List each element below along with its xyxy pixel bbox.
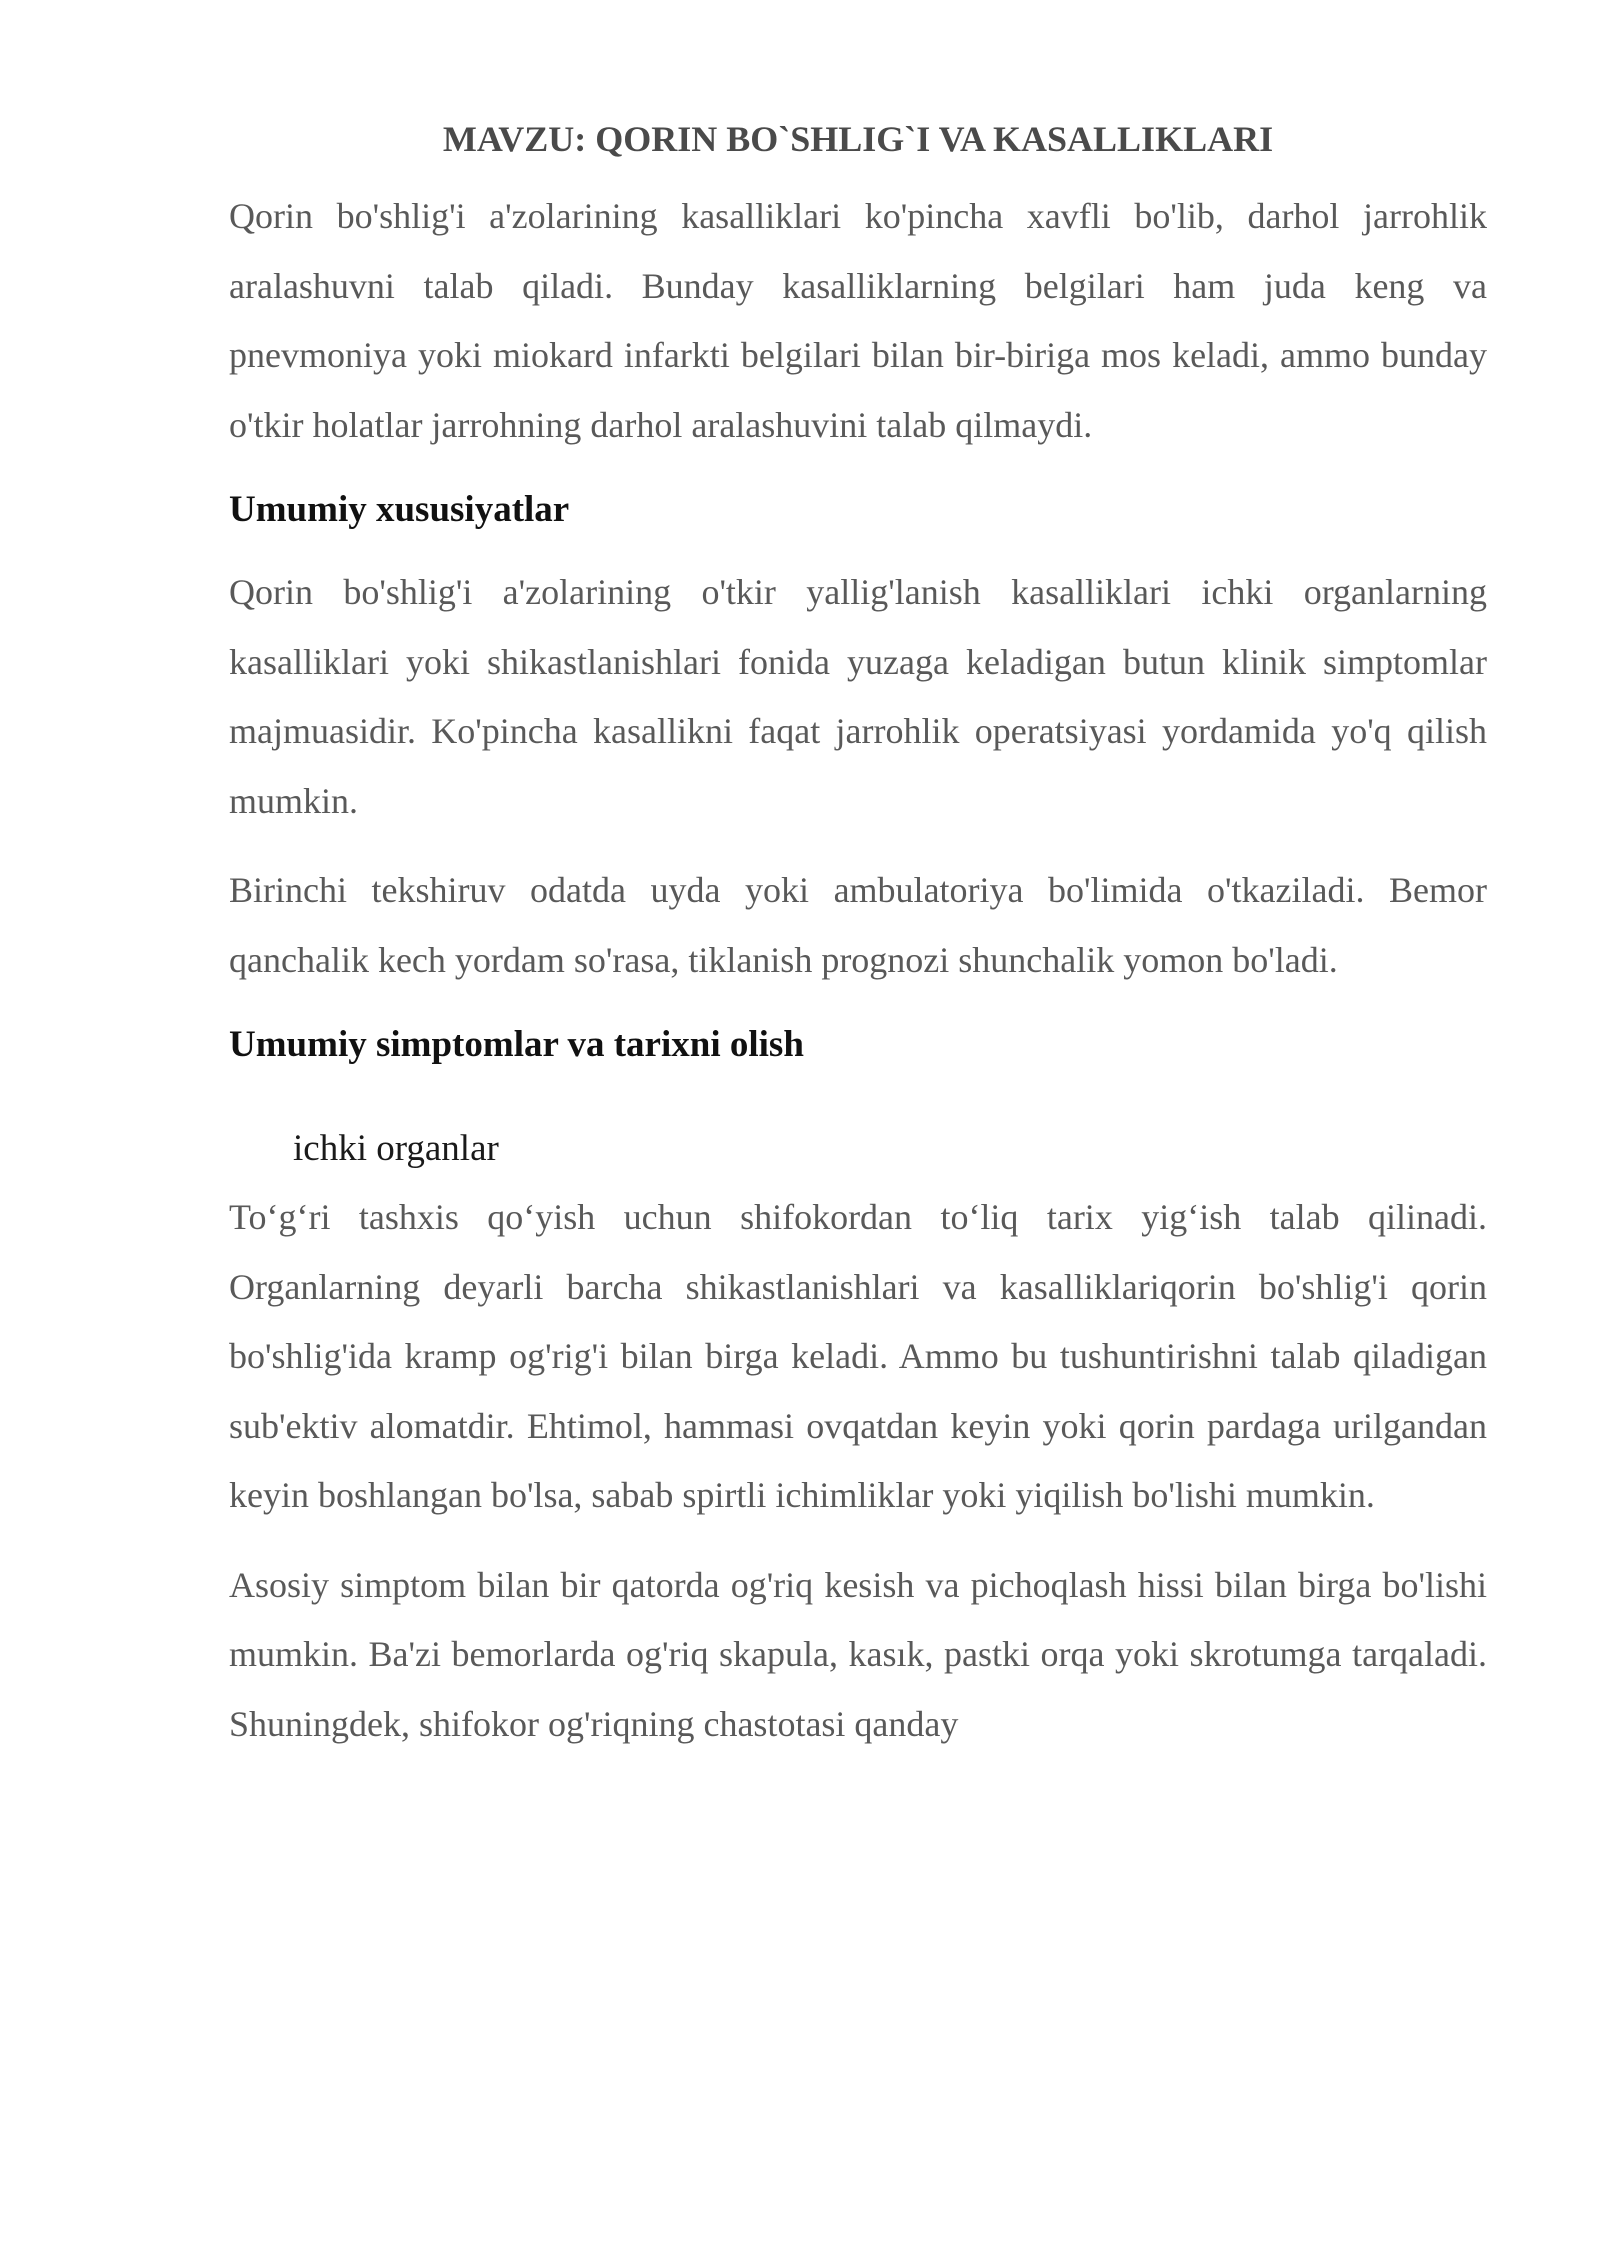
subitem-internal-organs: ichki organlar — [293, 1128, 499, 1169]
document-body — [229, 112, 1487, 1779]
document-title: MAVZU: QORIN BO`SHLIG`I VA KASALLIKLARI — [442, 119, 1274, 159]
heading-symptoms-history: Umumiy simptomlar va tarixni olish — [229, 1024, 804, 1065]
paragraph-diagnosis: To‘g‘ri tashxis qo‘yish uchun shifokordan to‘liq tarix yig‘ish talab qilinadi. Organlarning deyarli barcha shikastlanishlari va kasalliklariqorin bo'shlig'i qorin bo'shlig'ida kramp og'rig'i bilan birga keladi. Ammo bu tushuntirishni talab qiladigan sub'ektiv alomatdir. Ehtimol, hammasi ovqatdan keyin yoki qorin pardaga urilgandan keyin boshlangan bo'lsa, sabab spirtli ichimliklar yoki yiqilish bo'lishi mumkin. — [229, 1197, 1487, 1515]
paragraph-general-features: Qorin bo'shlig'i a'zolarining o'tkir yallig'lanish kasalliklari ichki organlarning kasalliklari yoki shikastlanishlari fonida yuzaga keladigan butun klinik simptomlar majmuasidir. Ko'pincha kasallikni faqat jarrohlik operatsiyasi yordamida yo'q qilish mumkin. — [229, 572, 1487, 821]
heading-general-features: Umumiy xususiyatlar — [229, 489, 570, 530]
paragraph-intro: Qorin bo'shlig'i a'zolarining kasalliklari ko'pincha xavfli bo'lib, darhol jarrohlik aralashuvni talab qiladi. Bunday kasalliklarning belgilari ham juda keng va pnevmoniya yoki miokard infarkti belgilari bilan bir-biriga mos keladi, ammo bunday o'tkir holatlar jarrohning darhol aralashuvini talab qilmaydi. — [229, 196, 1487, 445]
paragraph-first-examination: Birinchi tekshiruv odatda uyda yoki ambulatoriya bo'limida o'tkaziladi. Bemor qanchalik kech yordam so'rasa, tiklanish prognozi shunchalik yomon bo'ladi. — [229, 870, 1487, 980]
paragraph-pain: Asosiy simptom bilan bir qatorda og'riq kesish va pichoqlash hissi bilan birga bo'lishi mumkin. Ba'zi bemorlarda og'riq skapula, kasık, pastki orqa yoki skrotumga tarqaladi. Shuningdek, shifokor og'riqning chastotasi qanday — [229, 1564, 1487, 1744]
